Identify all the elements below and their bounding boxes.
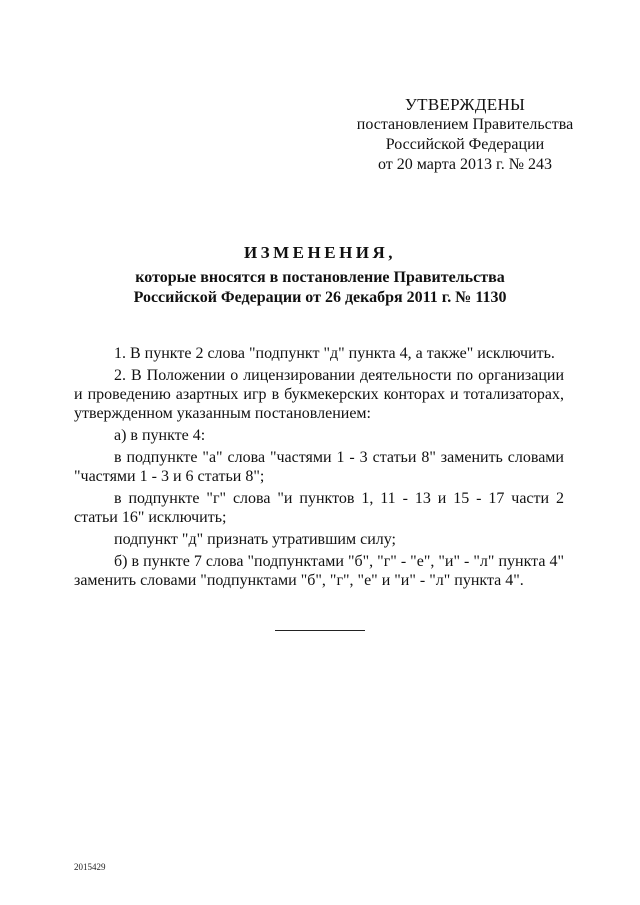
document-body [74,344,564,593]
approval-line-3: от 20 марта 2013 г. № 243 [378,156,552,173]
paragraph-item-2: 2. В Положении о лицензировании деятельности по организации и проведению азартных игр в букмекерских конторах и тотализаторах, утвержденном указанным постановлением: [74,367,564,422]
paragraph-subitem-b: б) в пункте 7 слова "подпунктами "б", "г" - "е", "и" - "л" пункта 4" заменить словами "подпунктами "б", "г", "е" и "и" - "л" пункта 4". [74,553,564,589]
document-code: 2015429 [74,862,106,872]
end-divider [275,630,365,631]
paragraph-subitem-a-3: подпункт "д" признать утратившим силу; [114,531,396,548]
document-title: ИЗМЕНЕНИЯ, [243,243,397,262]
subtitle-line-1: которые вносятся в постановление Правительства [135,269,505,286]
approval-title: УТВЕРЖДЕНЫ [404,95,526,114]
paragraph-item-1: 1. В пункте 2 слова "подпункт "д" пункта 4, а также" исключить. [114,345,555,362]
approval-block [330,95,600,175]
approval-line-1: постановлением Правительства [356,116,574,133]
approval-line-2: Российской Федерации [385,136,545,153]
paragraph-subitem-a: а) в пункте 4: [114,427,206,444]
subtitle-line-2: Российской Федерации от 26 декабря 2011 г. № 1130 [133,289,507,306]
paragraph-subitem-a-2: в подпункте "г" слова "и пунктов 1, 11 - 13 и 15 - 17 части 2 статьи 16" исключить; [74,490,564,526]
paragraph-subitem-a-1: в подпункте "а" слова "частями 1 - 3 статьи 8" заменить словами "частями 1 - 3 и 6 статьи 8"; [74,449,564,485]
document-subtitle [100,268,540,308]
